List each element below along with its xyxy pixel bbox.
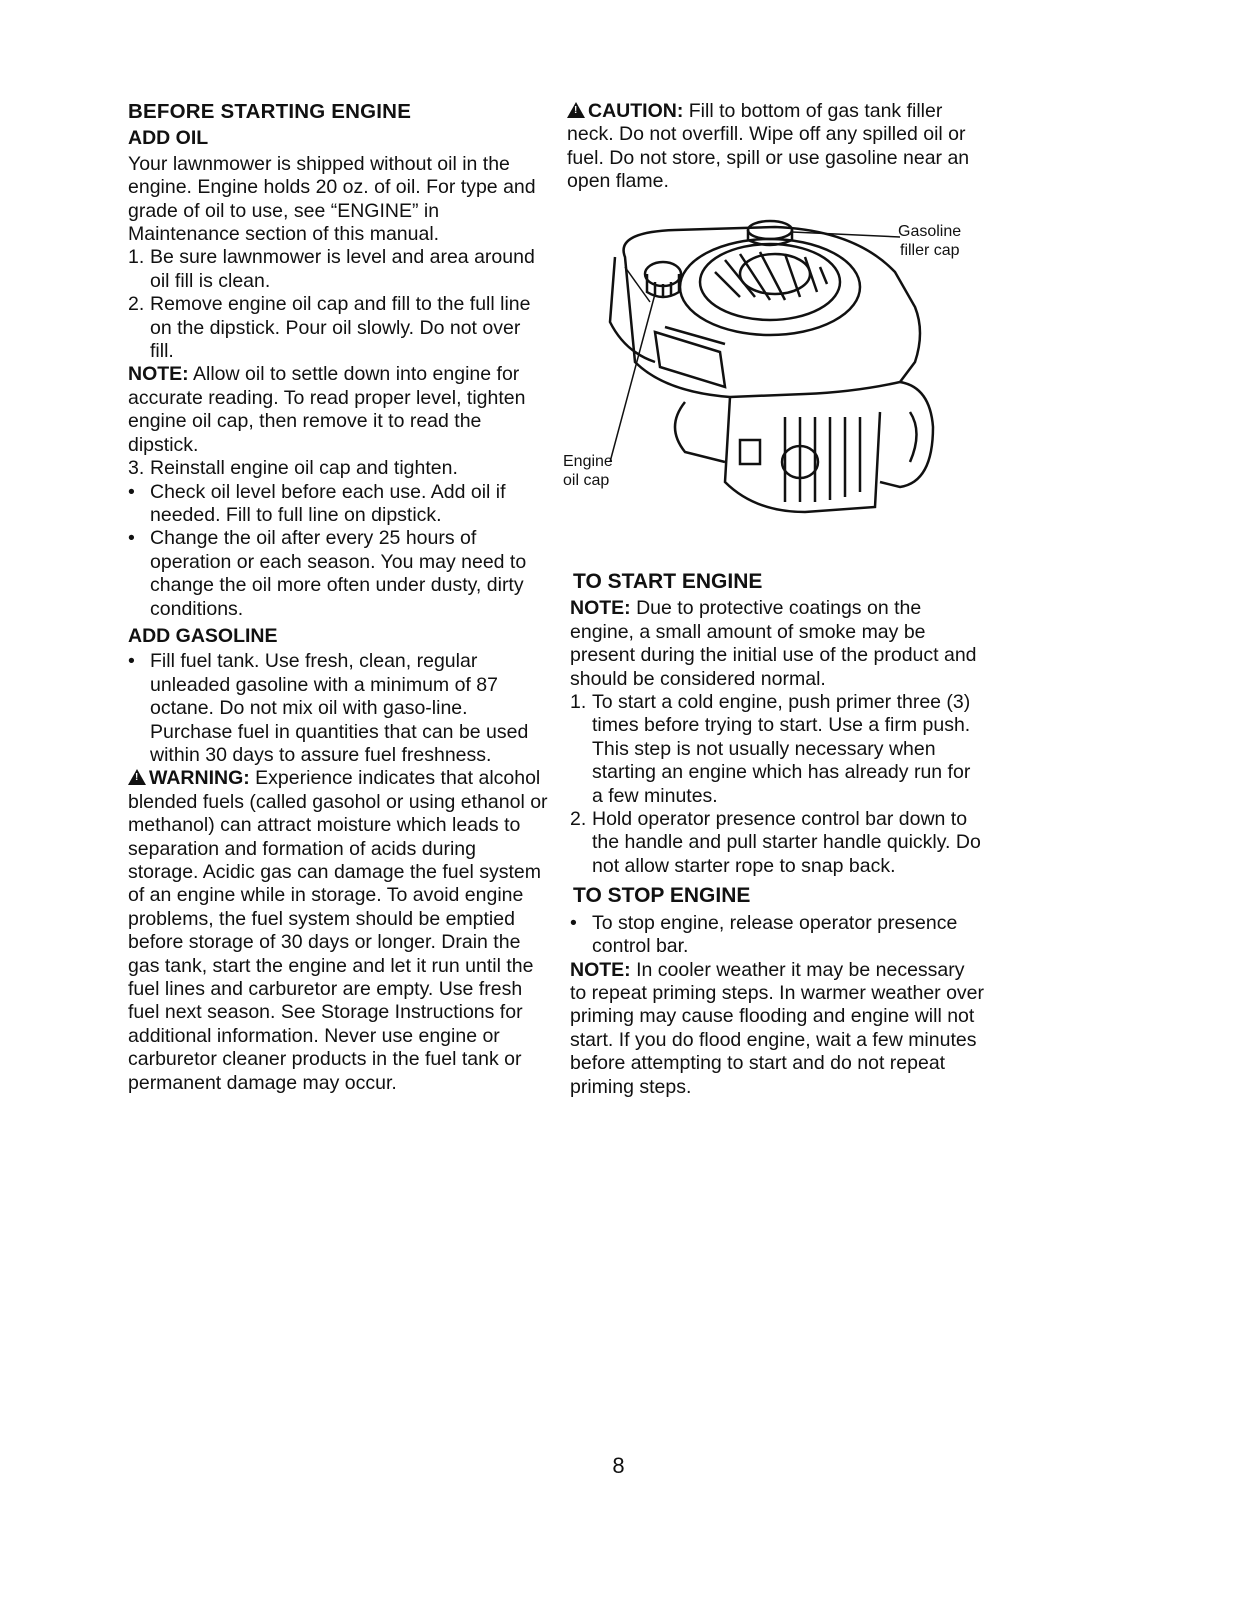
bullet-item [128, 481, 548, 528]
subheading-add-oil: ADD OIL [128, 127, 209, 150]
list-marker: 1. [570, 691, 587, 714]
note-label: NOTE: [570, 958, 631, 981]
list-item [570, 691, 985, 808]
warning-paragraph [128, 767, 548, 1095]
bullet-marker: • [570, 911, 577, 934]
gasoline-cap-label [898, 222, 961, 260]
engine-drawing [555, 212, 985, 552]
engine-illustration [555, 212, 985, 552]
add-oil-intro: Your lawnmower is shipped without oil in the engine. Engine holds 20 oz. of oil. For type and grade of oil to use, see “ENGINE” in Maintenance section of this manual. [128, 152, 536, 246]
list-marker: 2. [570, 808, 587, 831]
bullet-item [570, 912, 985, 959]
stop-note [570, 959, 985, 1099]
list-text: Reinstall engine oil cap and tighten. [150, 457, 458, 480]
list-text: Be sure lawnmower is level and area around oil fill is clean. [150, 246, 535, 292]
caution-text: Fill to bottom of gas tank filler neck. Do not overfill. Wipe off any spilled oil or fuel. Do not store, spill or use gasoline near an open flame. [567, 100, 970, 193]
subheading-add-gasoline: ADD GASOLINE [128, 624, 278, 647]
bullet-item [128, 527, 548, 621]
list-marker: 1. [128, 246, 145, 269]
list-item [128, 246, 548, 293]
note-text: Allow oil to settle down into engine for accurate reading. To read proper level, tighten engine oil cap, then remove it to read the dipstick. [128, 363, 526, 456]
bullet-marker: • [128, 527, 135, 550]
caution-paragraph [567, 100, 982, 194]
oil-cap-label-line2: oil cap [563, 472, 610, 489]
section-heading-before-starting: BEFORE STARTING ENGINE [128, 100, 412, 123]
list-item [128, 293, 548, 363]
note-label: NOTE: [128, 363, 189, 386]
list-item [570, 808, 985, 878]
oil-note [128, 363, 548, 457]
oil-cap-label [563, 452, 613, 490]
caution-label: CAUTION: [588, 100, 684, 122]
bullet-marker: • [128, 480, 135, 503]
list-text: Hold operator presence control bar down to the handle and pull starter handle quickly. Do not allow starter rope to snap back. [592, 808, 981, 877]
caution-icon [567, 102, 585, 118]
list-marker: 3. [128, 457, 145, 480]
list-marker: 2. [128, 293, 145, 316]
bullet-text: Change the oil after every 25 hours of operation or each season. You may need to change the oil more often under dusty, dirty conditions. [150, 527, 527, 620]
left-column [128, 100, 548, 1095]
gasoline-cap-label-line1: Gasoline [898, 223, 962, 240]
note-text: In cooler weather it may be necessary to repeat priming steps. In warmer weather over priming may cause flooding and engine will not start. If you do flood engine, wait a few minutes before attempting to start and do not repeat priming steps. [570, 958, 985, 1098]
list-text: To start a cold engine, push primer three (3) times before trying to start. Use a firm push. This step is not usually necessary when starting an engine which has already run for a few minutes. [592, 691, 971, 807]
bullet-text: Fill fuel tank. Use fresh, clean, regular unleaded gasoline with a minimum of 87 octane. Do not mix oil with gaso-line. Purchase fuel in quantities that can be used within 30 days to assure fuel freshness. [150, 650, 529, 766]
page-number: 8 [612, 1453, 625, 1478]
warning-icon [128, 769, 146, 785]
note-text: Due to protective coatings on the engine, a small amount of smoke may be present during the initial use of the product and should be considered normal. [570, 597, 977, 690]
list-item [128, 457, 548, 480]
section-heading-start-engine: TO START ENGINE [573, 570, 763, 593]
bullet-item [128, 650, 548, 767]
bullet-marker: • [128, 650, 135, 673]
start-note [570, 597, 985, 691]
section-heading-stop-engine: TO STOP ENGINE [573, 884, 751, 908]
oil-cap-label-line1: Engine [563, 453, 613, 470]
bullet-text: To stop engine, release operator presence control bar. [592, 911, 958, 958]
list-text: Remove engine oil cap and fill to the full line on the dipstick. Pour oil slowly. Do not over fill. [150, 293, 531, 363]
right-column [567, 100, 982, 194]
gasoline-cap-label-line2: filler cap [900, 242, 960, 259]
warning-label: WARNING: [149, 767, 250, 790]
warning-text: Experience indicates that alcohol blended fuels (called gasohol or using ethanol or methanol) can attract moisture which leads to separation and formation of acids during storage. Acidic gas can damage the fuel system of an engine while in storage. To avoid engine problems, the fuel system should be emptied before storage of 30 days or longer. Drain the gas tank, start the engine and let it run until the fuel lines and carburetor are empty. Use fresh fuel next season. See Storage Instructions for additional information. Never use engine or carburetor cleaner products in the fuel tank or permanent damage may occur. [128, 767, 548, 1094]
note-label: NOTE: [570, 597, 631, 620]
right-column-lower [570, 570, 985, 1099]
bullet-text: Check oil level before each use. Add oil if needed. Fill to full line on dipstick. [150, 480, 506, 526]
